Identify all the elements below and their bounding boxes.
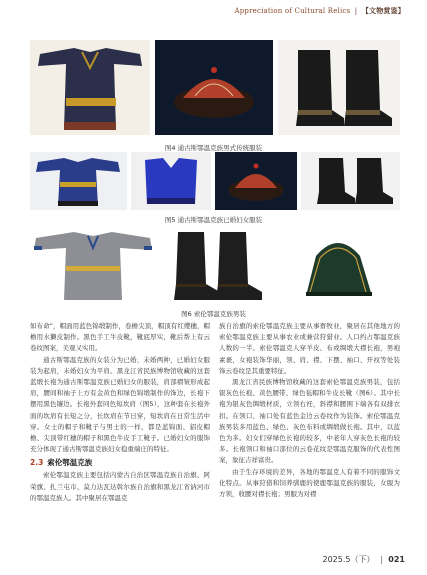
- footer-separator: |: [380, 555, 383, 564]
- right-para-1: 族自治旗的索伦鄂温克族主要从事畜牧业，聚居在其他地方的索伦鄂温克族主要从事农业或兼营狩猎业。人口约占鄂温克族人数的一半。索伦鄂温克人穿羊皮、布或绸缎大襟长袍，男袍素裹，女袍装饰华丽，领、肩、襟、下摆、袖口、开衩等处装饰云卷纹是其重要特征。: [219, 322, 400, 375]
- robe-illustration: [30, 40, 150, 135]
- blue-robe-illustration: [30, 152, 127, 210]
- womens-boots-illustration: [301, 152, 400, 210]
- right-para-3: 由于生存环境的差异，各地的鄂温克人有着不同的服饰文化特点。从事狩猎和饲养驯鹿的使鹿鄂温克族的服装，女服为方领，收腰对襟长袍；男服为对襟: [219, 467, 400, 499]
- page-footer: [323, 554, 406, 565]
- section-title: 索伦鄂温克族: [47, 458, 93, 468]
- page-header: [234, 6, 405, 16]
- header-title-en: Appreciation of Cultural Relics: [234, 7, 351, 15]
- section-heading: [30, 457, 210, 469]
- issue-date: 2025.5（下）: [322, 555, 375, 564]
- fig5-vest-photo: [131, 152, 211, 210]
- right-para-2: 黑龙江省民族博物馆收藏的这套索伦鄂温克族男装，包括银灰色长袍、黄色腰带、绿色毡帽和牛皮长靴（图6）。其中长袍为银灰色绸缎材质，立领右衽，斜襟和腰围下端各有双排衣扣。在领口、袖口处有蓝色金边云卷纹作为装饰。索伦鄂温克族男装多用蓝色、绿色、灰色布料或绸缎做长袍。其中，以蓝色为多。妇女们穿绿色长袍的较多，中老年人穿灰色长袍的较多。长袍领口和袖口部位的云卷花纹是鄂温克服饰的代表性图案，象征吉祥富贵。: [219, 378, 400, 465]
- vest-illustration: [131, 152, 211, 210]
- fig5-hat-photo: [215, 152, 297, 210]
- fig4-hat-photo: [155, 40, 273, 135]
- fig5-boots-photo: [301, 152, 400, 210]
- section-number: 2.3: [30, 458, 44, 468]
- womens-hat-illustration: [215, 152, 297, 210]
- green-hat-illustration: [276, 226, 400, 304]
- left-para-3: 索伦鄂温克族主要包括内蒙古自治区鄂温克族自治旗、阿荣旗、扎兰屯市、莫力达瓦达斡尔族自治旗和黑龙江省讷河市的鄂温克族人。其中聚居在鄂温克: [30, 471, 210, 502]
- left-text-column: [30, 321, 210, 504]
- grey-robe-illustration: [30, 226, 156, 304]
- left-para-2: 通古斯鄂温克族的女装分为已婚、未婚两种，已婚妇女服装为起肩，未婚妇女为平肩。黑龙江省民族博物馆收藏的这套蓝缎长袍为通古斯鄂温克族已婚妇女的服装，肩部褶皱形成起肩，腰间和袖子上方有金黄色和绿色锦缎制作的饰边，长袍下摆用黑色镶边。长袍外套同色短坎肩（图5），这种套在长袍外面的坎肩有长短之分，长坎肩在节日穿，短坎肩在日常生活中穿。女士的帽子和靴子与男士的一样，都是蓝锦面、貂皮帽檐、尖顶带红穗的帽子和黑色牛皮手工靴子。已婚妇女的服饰充分体现了通古斯鄂温克族妇女稳重端庄的特征。: [30, 355, 210, 454]
- left-para-1: 如布命”，帽面用蓝色锦缎制作，卷檐尖顶，帽顶有红缨穗，帽檐用水獭皮制作。黑色手工牛皮靴，靴底厚实，靴后帮上有云卷纹图案，美观又实用。: [30, 322, 210, 353]
- fig6-caption: 图6 索伦鄂温克族男装: [181, 310, 246, 318]
- fig4-caption: 图4 通古斯鄂温克族男式传统服装: [164, 144, 263, 152]
- fig4-boots-photo: [278, 40, 400, 135]
- boots-illustration: [278, 40, 400, 135]
- fig5-robe-photo: [30, 152, 127, 210]
- right-text-column: [219, 321, 400, 500]
- leather-boots-illustration: [160, 226, 272, 304]
- fig5-caption: 图5 通古斯鄂温克族已婚妇女服装: [164, 216, 263, 224]
- header-title-cn: 【文物赏鉴】: [361, 6, 405, 15]
- fig6-boots-photo: [160, 226, 272, 304]
- hat-illustration: [155, 40, 273, 135]
- page-number: 021: [388, 555, 405, 564]
- fig6-robe-photo: [30, 226, 156, 304]
- header-separator: |: [354, 7, 358, 15]
- fig6-hat-photo: [276, 226, 400, 304]
- fig4-robe-photo: [30, 40, 150, 135]
